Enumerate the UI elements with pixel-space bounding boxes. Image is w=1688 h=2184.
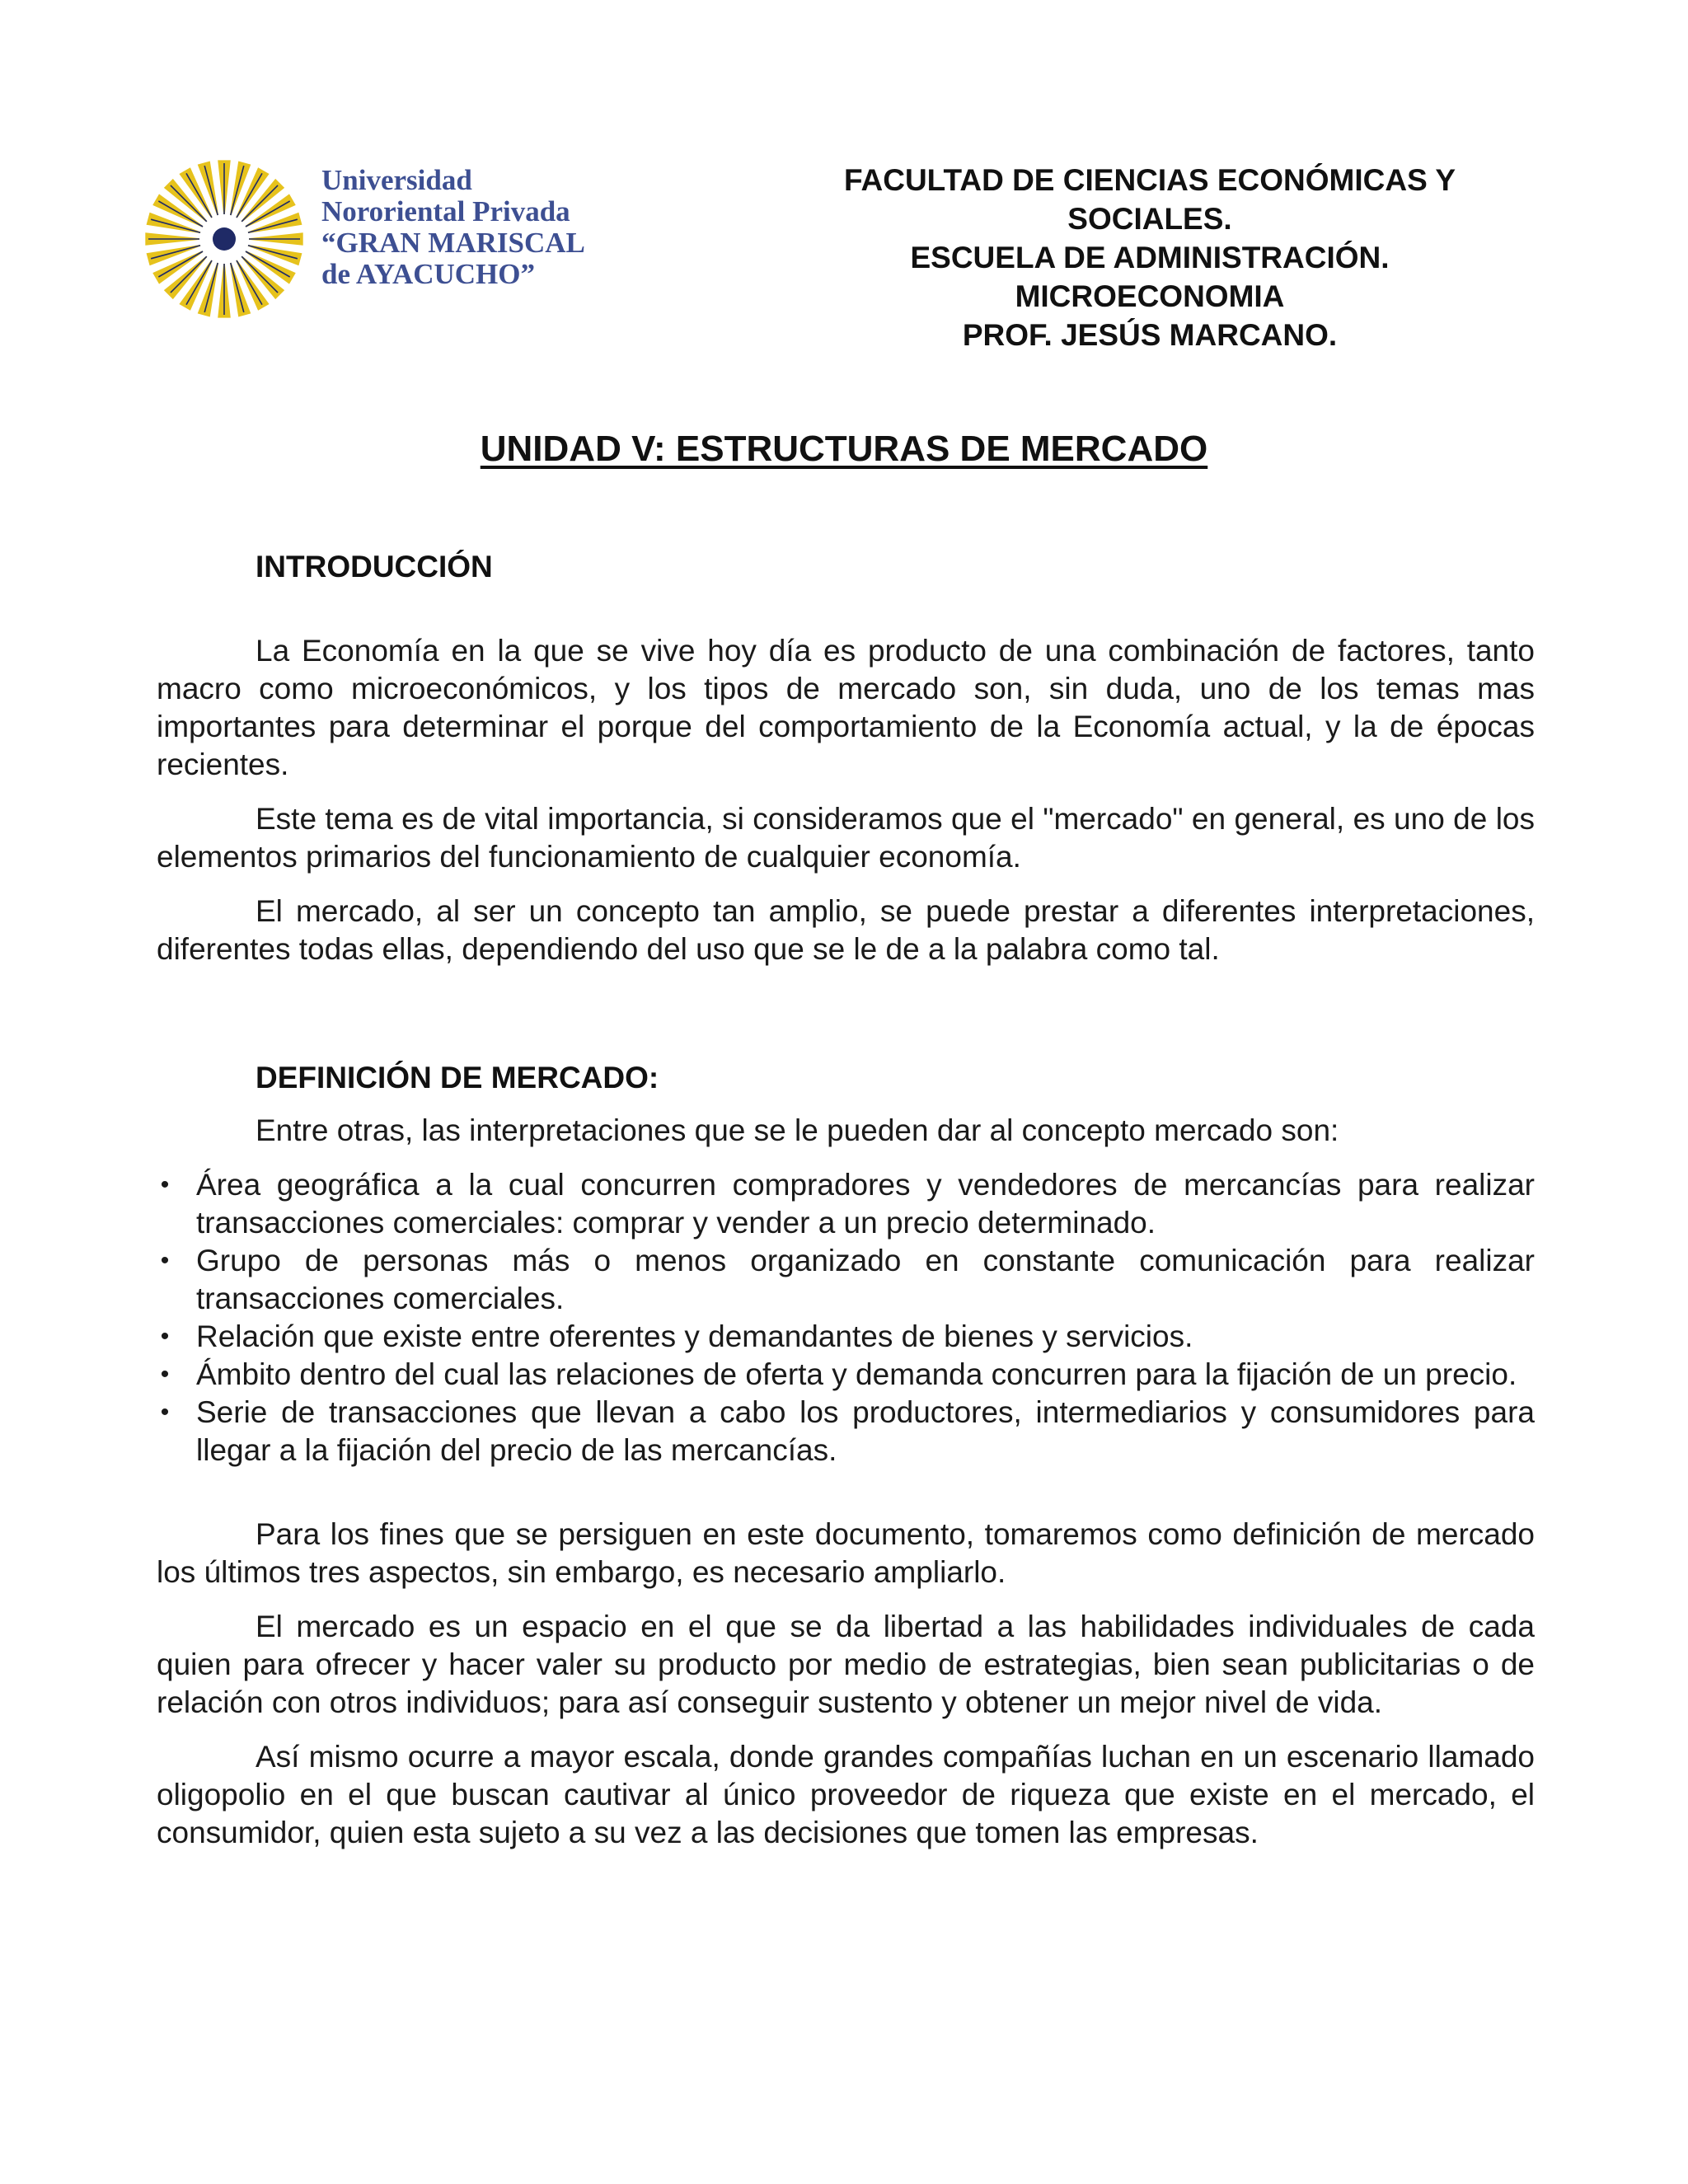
definition-lead: Entre otras, las interpretaciones que se le pueden dar al concepto mercado son:	[256, 1113, 1339, 1147]
intro-paragraph: La Economía en la que se vive hoy día es producto de una combinación de factores, tanto macro como microeconómicos, y los tipos de mercado son, sin duda, uno de los temas mas importantes para determinar el porque del comportamiento de la Economía actual, y la de épocas recientes.	[157, 634, 1535, 781]
definition-paragraph: Así mismo ocurre a mayor escala, donde grandes compañías luchan en un escenario llamado oligopolio en el que buscan cautivar al único proveedor de riqueza que existe en el mercado, el consumidor, quien esta sujeto a su vez a las decisiones que tomen las empresas.	[157, 1740, 1535, 1849]
faculty-line: PROF. JESÚS MARCANO.	[962, 318, 1338, 352]
list-item-text: Serie de transacciones que llevan a cabo los productores, intermediarios y consumidores para llegar a la fijación del precio de las mercancías.	[196, 1395, 1535, 1467]
logo-line: Universidad	[321, 164, 472, 196]
definition-paragraph: El mercado es un espacio en el que se da libertad a las habilidades individuales de cada quien para ofrecer y hacer valer su producto por medio de estrategias, bien sean publicitarias o de relación con otros individuos; para así conseguir sustento y obtener un mejor nivel de vida.	[157, 1610, 1535, 1719]
logo-line: Nororiental Privada	[321, 195, 570, 227]
intro-heading: INTRODUCCIÓN	[256, 550, 493, 583]
list-item	[160, 1394, 1535, 1469]
list-item-text: Relación que existe entre oferentes y demandantes de bienes y servicios.	[196, 1319, 1193, 1353]
faculty-line: ESCUELA DE ADMINISTRACIÓN.	[910, 241, 1390, 274]
logo-wordmark	[321, 165, 585, 290]
logo-line: de AYACUCHO”	[321, 258, 535, 290]
intro-paragraph: El mercado, al ser un concepto tan amplio, se puede prestar a diferentes interpretaciones, diferentes todas ellas, dependiendo del uso que se le de a la palabra como tal.	[157, 894, 1535, 966]
bullet-icon: •	[160, 1171, 170, 1198]
university-logo	[142, 157, 603, 321]
definition-heading: DEFINICIÓN DE MERCADO:	[256, 1061, 659, 1094]
faculty-line: MICROECONOMIA	[1015, 279, 1285, 313]
logo-line: “GRAN MARISCAL	[321, 227, 585, 259]
bullet-icon: •	[160, 1323, 170, 1350]
sunburst-seal-icon	[142, 157, 307, 321]
list-item-text: Ámbito dentro del cual las relaciones de oferta y demanda concurren para la fijación de un precio.	[196, 1357, 1517, 1391]
list-item	[160, 1318, 1535, 1356]
unit-title: UNIDAD V: ESTRUCTURAS DE MERCADO	[480, 429, 1208, 469]
list-item	[160, 1356, 1535, 1394]
list-item-text: Área geográfica a la cual concurren compradores y vendedores de mercancías para realizar transacciones comerciales: comprar y vender a un precio determinado.	[196, 1168, 1535, 1240]
definition-list	[157, 1166, 1535, 1469]
definition-paragraph: Para los fines que se persiguen en este documento, tomaremos como definición de mercado los últimos tres aspectos, sin embargo, es necesario ampliarlo.	[157, 1517, 1535, 1589]
list-item	[160, 1166, 1535, 1242]
faculty-header	[767, 161, 1533, 354]
faculty-line: FACULTAD DE CIENCIAS ECONÓMICAS Y	[843, 163, 1456, 197]
list-item	[160, 1242, 1535, 1318]
intro-paragraph: Este tema es de vital importancia, si consideramos que el "mercado" en general, es uno de los elementos primarios del funcionamiento de cualquier economía.	[157, 802, 1535, 874]
faculty-line: SOCIALES.	[1067, 202, 1232, 236]
bullet-icon: •	[160, 1361, 170, 1388]
document-body	[157, 548, 1535, 1868]
list-item-text: Grupo de personas más o menos organizado en constante comunicación para realizar transacciones comerciales.	[196, 1244, 1535, 1315]
bullet-icon: •	[160, 1399, 170, 1426]
bullet-icon: •	[160, 1247, 170, 1274]
